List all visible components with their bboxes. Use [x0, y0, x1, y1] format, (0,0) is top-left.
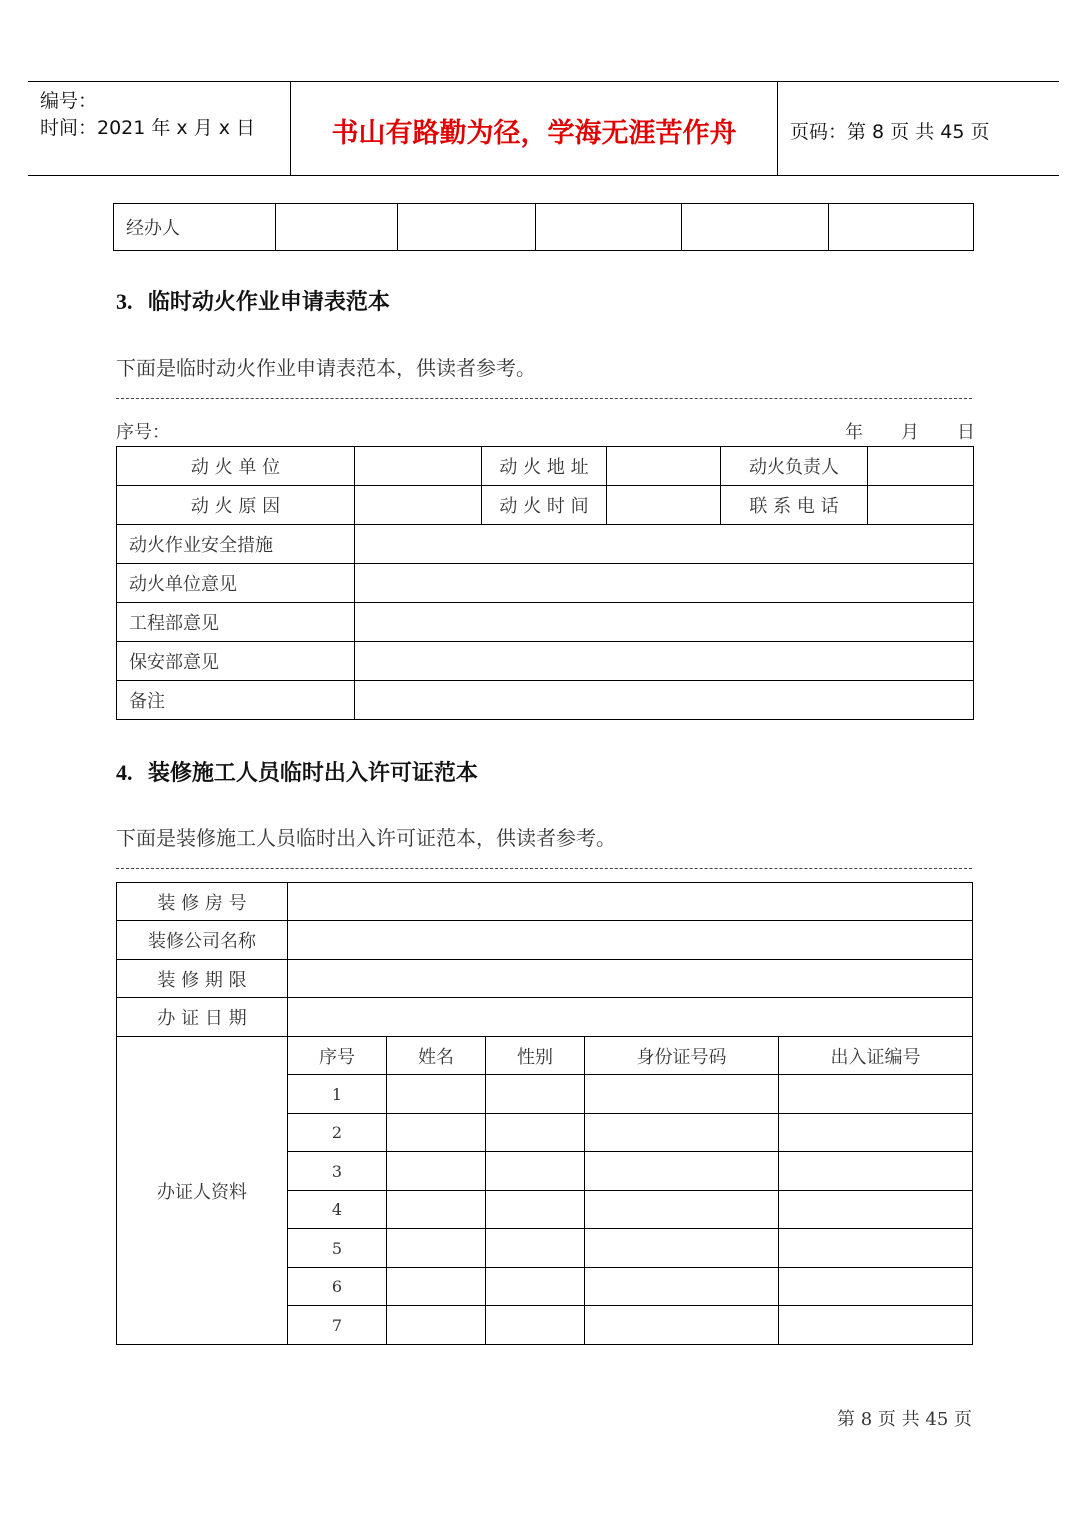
hot-work-reason-value — [355, 486, 482, 525]
safety-measures-label: 动火作业安全措施 — [117, 525, 355, 564]
serial-label: 编号： — [40, 90, 98, 112]
security-opinion-value — [355, 642, 974, 681]
name-cell — [387, 1075, 486, 1114]
handler-cell — [536, 204, 682, 251]
col-header-permit-number: 出入证编号 — [779, 1037, 973, 1075]
name-cell — [387, 1229, 486, 1268]
row-serial: 7 — [288, 1306, 387, 1345]
id-cell — [585, 1191, 779, 1229]
section4-heading — [116, 756, 478, 787]
contact-phone-value — [868, 486, 974, 525]
hot-work-address-label: 动 火 地 址 — [482, 447, 607, 486]
permit-cell — [779, 1191, 973, 1229]
issue-date-value — [288, 998, 973, 1037]
page-code: 页码：第 8 页 共 45 页 — [790, 121, 990, 143]
handler-label: 经办人 — [114, 204, 276, 251]
engineering-opinion-label: 工程部意见 — [117, 603, 355, 642]
id-cell — [585, 1268, 779, 1306]
gender-cell — [486, 1306, 585, 1345]
hot-work-unit-label: 动 火 单 位 — [117, 447, 355, 486]
page-footer: 第 8 页 共 45 页 — [837, 1409, 972, 1430]
hot-work-manager-label: 动火负责人 — [721, 447, 868, 486]
col-header-name: 姓名 — [387, 1037, 486, 1075]
hot-work-time-label: 动 火 时 间 — [482, 486, 607, 525]
room-number-value — [288, 883, 973, 921]
id-cell — [585, 1075, 779, 1114]
gender-cell — [486, 1268, 585, 1306]
hot-work-unit-value — [355, 447, 482, 486]
id-cell — [585, 1152, 779, 1191]
name-cell — [387, 1306, 486, 1345]
permit-cell — [779, 1229, 973, 1268]
name-cell — [387, 1152, 486, 1191]
hot-work-reason-label: 动 火 原 因 — [117, 486, 355, 525]
col-header-gender: 性别 — [486, 1037, 585, 1075]
row-serial: 5 — [288, 1229, 387, 1268]
row-serial: 2 — [288, 1114, 387, 1152]
name-cell — [387, 1268, 486, 1306]
col-header-id-number: 身份证号码 — [585, 1037, 779, 1075]
entry-permit-table — [116, 882, 973, 1345]
section4-title: 装修施工人员临时出入许可证范本 — [147, 761, 478, 786]
renovation-period-label: 装 修 期 限 — [117, 960, 288, 998]
gender-cell — [486, 1152, 585, 1191]
row-serial: 6 — [288, 1268, 387, 1306]
permit-cell — [779, 1114, 973, 1152]
row-serial: 3 — [288, 1152, 387, 1191]
handler-cell — [682, 204, 829, 251]
section3-number: 3. — [116, 289, 133, 314]
motto: 书山有路勤为径，学海无涯苦作舟 — [331, 118, 737, 149]
date-year-label: 年 — [845, 422, 863, 443]
company-name-label: 装修公司名称 — [117, 921, 288, 960]
security-opinion-label: 保安部意见 — [117, 642, 355, 681]
gender-cell — [486, 1075, 585, 1114]
room-number-label: 装 修 房 号 — [117, 883, 288, 921]
row-serial: 4 — [288, 1191, 387, 1229]
handler-cell — [398, 204, 536, 251]
section3-heading — [116, 285, 390, 316]
serial-no-label: 序号： — [116, 422, 170, 443]
id-cell — [585, 1306, 779, 1345]
gender-cell — [486, 1114, 585, 1152]
col-header-serial: 序号 — [288, 1037, 387, 1075]
hot-work-time-value — [607, 486, 721, 525]
name-cell — [387, 1191, 486, 1229]
id-cell — [585, 1114, 779, 1152]
header-bottom-rule — [28, 175, 1059, 176]
renovation-period-value — [288, 960, 973, 998]
gender-cell — [486, 1229, 585, 1268]
name-cell — [387, 1114, 486, 1152]
issue-date-label: 办 证 日 期 — [117, 998, 288, 1037]
applicant-info-label: 办证人资料 — [117, 1037, 288, 1345]
contact-phone-label: 联 系 电 话 — [721, 486, 868, 525]
hot-work-application-table — [116, 446, 974, 720]
date-day-label: 日 — [957, 422, 975, 443]
top-table — [113, 203, 974, 251]
time-label: 时间：2021 年 x 月 x 日 — [40, 117, 256, 139]
remarks-label: 备注 — [117, 681, 355, 720]
hot-work-address-value — [607, 447, 721, 486]
permit-cell — [779, 1268, 973, 1306]
unit-opinion-value — [355, 564, 974, 603]
gender-cell — [486, 1191, 585, 1229]
section4-dashed-rule — [116, 868, 972, 869]
company-name-value — [288, 921, 973, 960]
permit-cell — [779, 1075, 973, 1114]
id-cell — [585, 1229, 779, 1268]
unit-opinion-label: 动火单位意见 — [117, 564, 355, 603]
section4-intro: 下面是装修施工人员临时出入许可证范本，供读者参考。 — [116, 826, 616, 850]
permit-cell — [779, 1306, 973, 1345]
date-month-label: 月 — [901, 422, 919, 443]
row-serial: 1 — [288, 1075, 387, 1114]
header-top-rule — [28, 81, 1059, 82]
permit-cell — [779, 1152, 973, 1191]
safety-measures-value — [355, 525, 974, 564]
section4-number: 4. — [116, 760, 133, 785]
section3-dashed-rule — [116, 398, 972, 399]
header-divider-right — [777, 81, 778, 175]
remarks-value — [355, 681, 974, 720]
section3-title: 临时动火作业申请表范本 — [147, 290, 390, 315]
handler-cell — [829, 204, 974, 251]
engineering-opinion-value — [355, 603, 974, 642]
handler-cell — [276, 204, 398, 251]
hot-work-manager-value — [868, 447, 974, 486]
section3-intro: 下面是临时动火作业申请表范本，供读者参考。 — [116, 356, 536, 380]
